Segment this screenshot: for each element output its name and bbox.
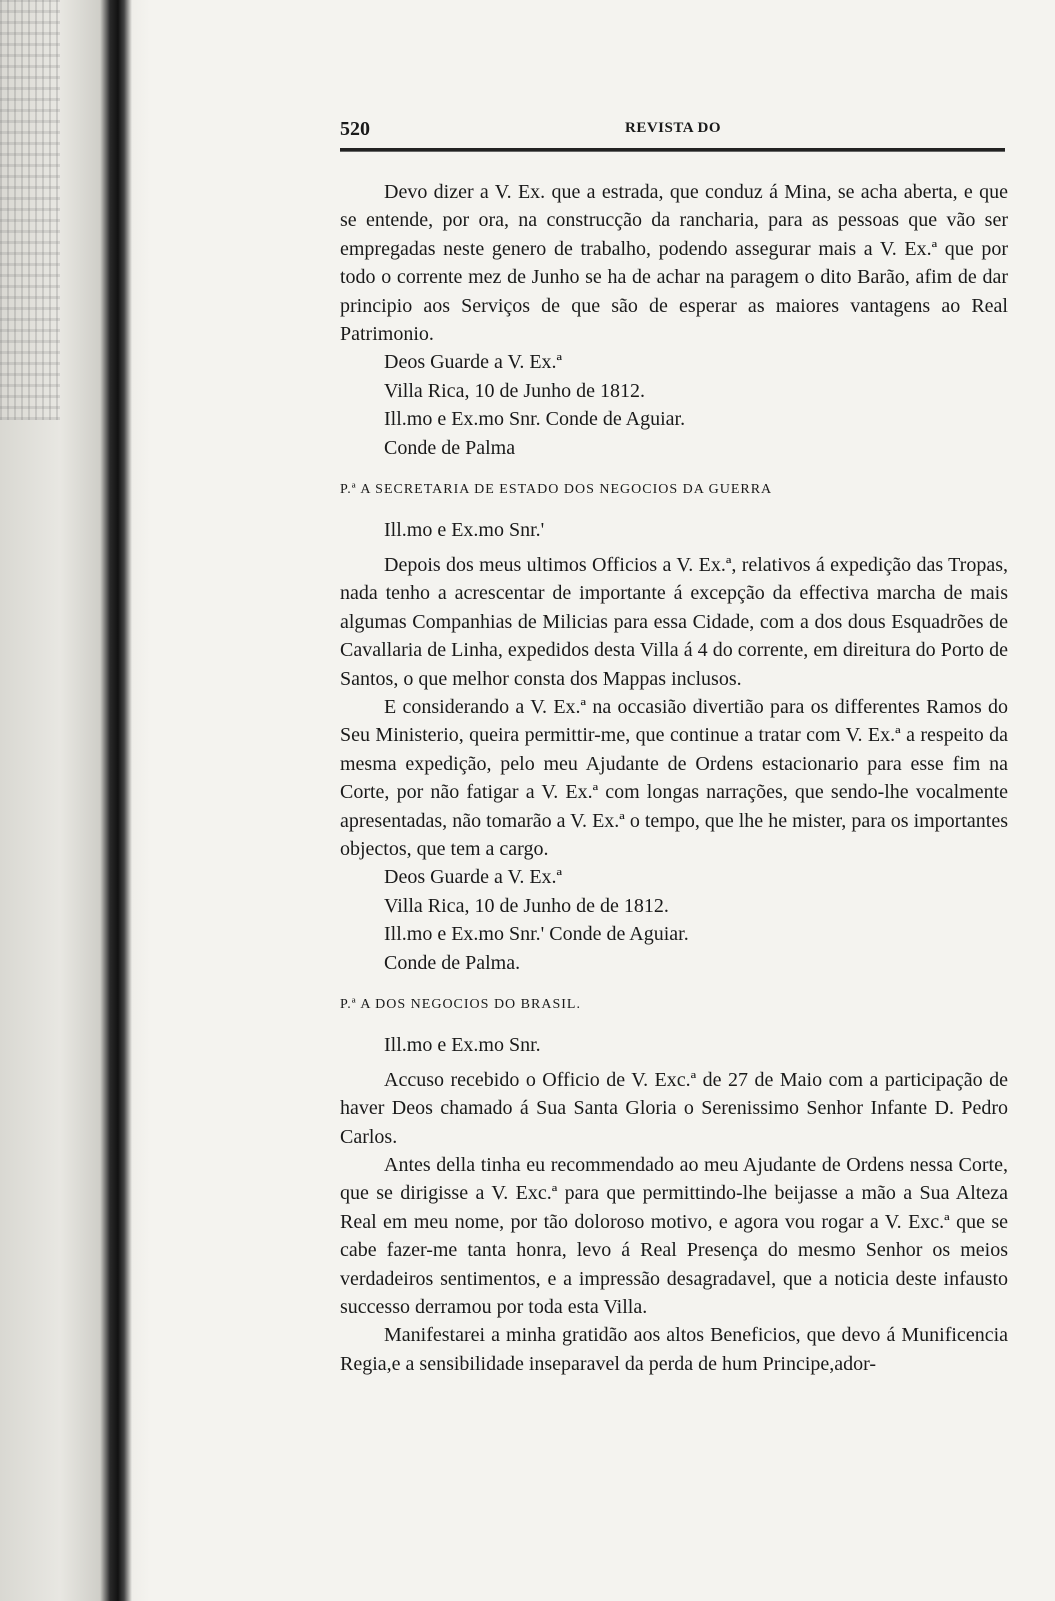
scan-noise bbox=[0, 0, 60, 420]
header-rule bbox=[340, 148, 1005, 152]
letter1-closing: Deos Guarde a V. Ex.ª bbox=[384, 351, 563, 374]
page-header bbox=[340, 118, 1005, 144]
letter2-closing: Deos Guarde a V. Ex.ª bbox=[384, 866, 563, 889]
letter3-paragraph-1: Accuso recebido o Officio de V. Exc.ª de 27 de Maio com a participação de haver Deos chamado á Sua Santa Gloria o Serenissimo Senhor Infante D. Pedro Carlos. bbox=[340, 1068, 1008, 1148]
letter2-paragraph-1: Depois dos meus ultimos Officios a V. Ex.ª, relativos á expedição das Tropas, nada tenho a acrescentar de importante á excepção da effectiva marcha de mais algumas Companhias de Milicias para essa Cidade, com a dos dous Esquadrões de Cavallaria de Linha, expedidos desta Villa á 4 do corrente, em direitura do Porto de Santos, o que melhor consta dos Mappas inclusos. bbox=[340, 553, 1008, 690]
letter3-salutation: Ill.mo e Ex.mo Snr. bbox=[384, 1034, 541, 1057]
letter2-paragraph-2: E considerando a V. Ex.ª na occasião divertião para os differentes Ramos do Seu Ministerio, queira permittir-me, que continue a tratar com V. Ex.ª a respeito da mesma expedição, pelo meu Ajudante de Ordens estacionario para esse fim na Corte, por não fatigar a V. Ex.ª com longas narrações, que sendo-lhe vocalmente apresentadas, não tomarão a V. Ex.ª o tempo, que lhe he mister, para os importantes objectos, que tem a cargo. bbox=[340, 695, 1008, 860]
letter2-salutation: Ill.mo e Ex.mo Snr.' bbox=[384, 519, 545, 542]
letter3-paragraph-2: Antes della tinha eu recommendado ao meu Ajudante de Ordens nessa Corte, que se dirigisse a V. Exc.ª para que permittindo-lhe beijasse a mão a Sua Alteza Real em meu nome, por tão doloroso motivo, e agora vou rogar a V. Exc.ª que se cabe fazer-me tanta honra, levo á Real Presença do mesmo Senhor os meios verdadeiros sentimentos, e a impressão desagradavel, que a noticia deste infausto successo derramou por toda esta Villa. bbox=[340, 1154, 1008, 1319]
letter2-addressee: Ill.mo e Ex.mo Snr.' Conde de Aguiar. bbox=[384, 923, 689, 946]
page-body bbox=[340, 178, 1008, 1378]
letter1-paragraph: Devo dizer a V. Ex. que a estrada, que conduz á Mina, se acha aberta, e que se entende, por ora, na construcção da rancharia, para as pessoas que vão ser empregadas neste genero de trabalho, podendo assegurar mais a V. Ex.ª que por todo o corrente mez de Junho se ha de achar na paragem o dito Barão, afim de dar principio aos Serviços de que são de esperar as maiores vantagens ao Real Patrimonio. bbox=[340, 181, 1008, 346]
letter1-place-date: Villa Rica, 10 de Junho de 1812. bbox=[384, 379, 645, 402]
letter2-place-date: Villa Rica, 10 de Junho de de 1812. bbox=[384, 894, 669, 917]
letter3-paragraph-3: Manifestarei a minha gratidão aos altos Beneficios, que devo á Munificencia Regia,e a sensibilidade inseparavel da perda de hum Principe,ador- bbox=[340, 1324, 1008, 1375]
letter3-heading: P.ª A DOS NEGOCIOS DO BRASIL. bbox=[340, 996, 581, 1012]
page-number: 520 bbox=[340, 118, 370, 140]
letter1-addressee: Ill.mo e Ex.mo Snr. Conde de Aguiar. bbox=[384, 408, 686, 431]
letter1-signature: Conde de Palma bbox=[384, 436, 516, 459]
letter2-heading: P.ª A SECRETARIA DE ESTADO DOS NEGOCIOS DA GUERRA bbox=[340, 482, 773, 498]
letter2-signature: Conde de Palma. bbox=[384, 951, 521, 974]
running-head: REVISTA DO bbox=[625, 120, 721, 136]
